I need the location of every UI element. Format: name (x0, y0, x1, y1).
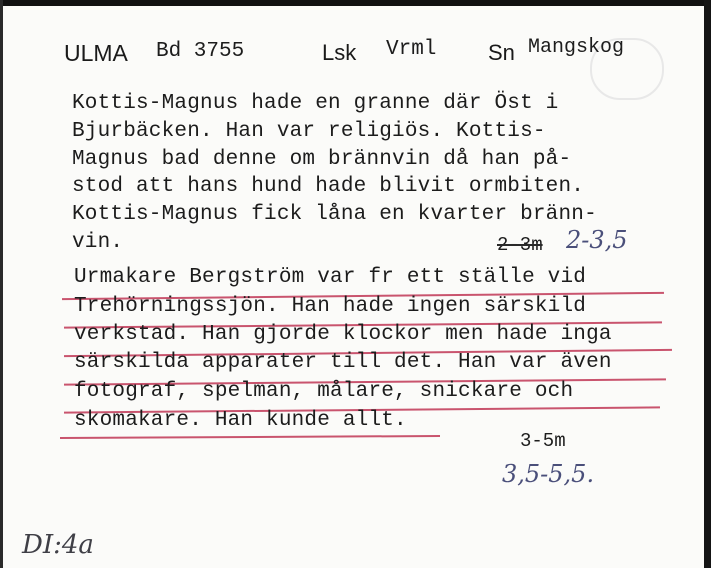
struck-typed-value: 2-3m (497, 234, 543, 256)
paragraph2-line: särskilda apparater till det. Han var även (74, 351, 612, 374)
paragraph1-line: stod att hans hund hade blivit ormbiten. (72, 175, 585, 198)
card-left-edge (0, 0, 3, 568)
paragraph2-line: skomakare. Han kunde allt. (74, 409, 407, 432)
paragraph2-line: Urmakare Bergström var fr ett ställe vid (74, 266, 587, 289)
socken-value: Mangskog (528, 36, 625, 59)
card-right-edge (704, 0, 711, 568)
typed-value: 3-5m (520, 430, 566, 452)
paragraph1-line: Magnus bad denne om brännvin då han på- (72, 148, 572, 171)
archive-signum: DI:4a (22, 530, 94, 560)
paragraph2-line: Trehörningssjön. Han hade ingen särskild (74, 295, 587, 318)
socken-label: Sn (488, 40, 515, 65)
landskap-value: Vrml (386, 38, 437, 61)
paragraph1-line: Kottis-Magnus fick låna en kvarter bränn- (72, 203, 597, 226)
handwritten-value: 2-3,5 (566, 226, 628, 254)
card-top-edge (0, 0, 711, 6)
paragraph1-line: Kottis-Magnus hade en granne där Öst i (72, 92, 559, 115)
paragraph1-line: Bjurbäcken. Han var religiös. Kottis- (72, 120, 546, 143)
paragraph2-line: fotograf, spelman, målare, snickare och (74, 380, 574, 403)
paragraph2-line: verkstad. Han gjorde klockor men hade inga (74, 323, 612, 346)
red-underline (60, 435, 440, 439)
handwritten-value: 3,5-5,5. (502, 460, 595, 488)
volume-number: Bd 3755 (156, 40, 245, 63)
landskap-label: Lsk (322, 40, 357, 65)
archive-name: ULMA (64, 40, 128, 66)
paragraph1-line: vin. (72, 231, 124, 254)
